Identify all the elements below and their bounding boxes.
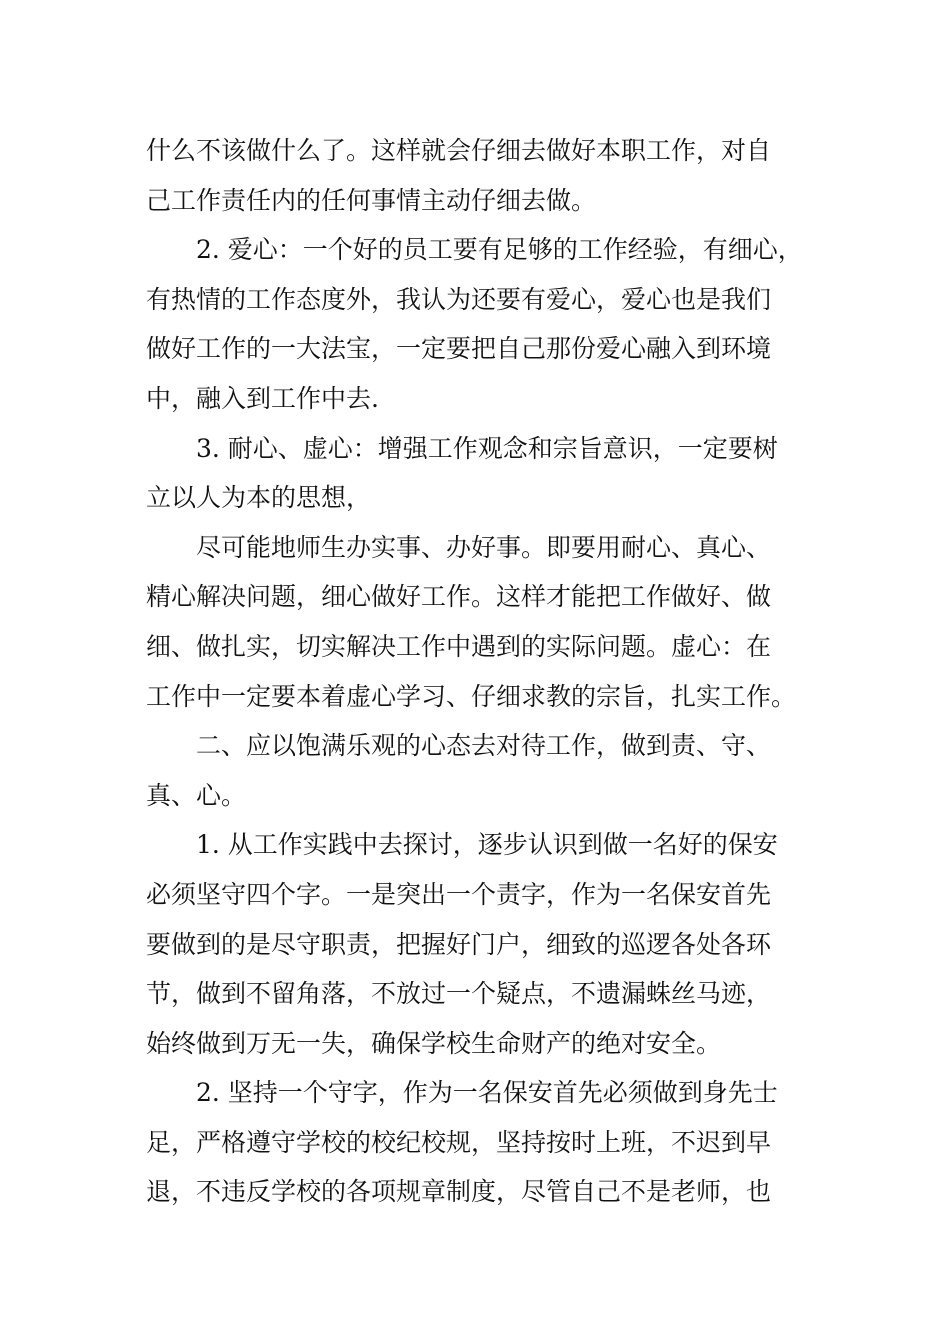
document-body: [146, 126, 826, 1217]
text-line: 3. 耐心、虚心：增强工作观念和宗旨意识，一定要树: [196, 433, 778, 463]
text-line: 2. 坚持一个守字，作为一名保安首先必须做到身先士: [196, 1078, 778, 1108]
text-line: 必须坚守四个字。一是突出一个责字，作为一名保安首先: [146, 879, 772, 909]
text-line: 什么不该做什么了。这样就会仔细去做好本职工作，对自: [146, 136, 772, 165]
text-line: 节，做到不留角落，不放过一个疑点，不遗漏蛛丝马迹，: [146, 979, 772, 1009]
text-line: 2. 爱心：一个好的员工要有足够的工作经验，有细心，: [196, 235, 803, 265]
text-line: 尽可能地师生办实事、办好事。即要用耐心、真心、: [196, 532, 772, 562]
text-line: 二、应以饱满乐观的心态去对待工作，做到责、守、: [196, 731, 772, 761]
text-line: 己工作责任内的任何事情主动仔细去做。: [146, 185, 597, 215]
text-line: 有热情的工作态度外，我认为还要有爱心，爱心也是我们: [146, 284, 772, 314]
text-line: 退，不违反学校的各项规章制度，尽管自己不是老师，也: [146, 1177, 772, 1207]
text-line: 工作中一定要本着虚心学习、仔细求教的宗旨，扎实工作。: [146, 681, 797, 711]
text-line: 做好工作的一大法宝，一定要把自己那份爱心融入到环境: [146, 334, 772, 364]
text-line: 要做到的是尽守职责，把握好门户，细致的巡逻各处各环: [146, 929, 772, 959]
text-line: 足，严格遵守学校的校纪校规，坚持按时上班，不迟到早: [146, 1127, 772, 1157]
text-line: 细、做扎实，切实解决工作中遇到的实际问题。虚心：在: [146, 631, 772, 661]
text-line: 精心解决问题，细心做好工作。这样才能把工作做好、做: [146, 582, 772, 612]
text-line: 1. 从工作实践中去探讨，逐步认识到做一名好的保安: [196, 830, 778, 860]
text-line: 中，融入到工作中去.: [146, 383, 379, 413]
text-line: 始终做到万无一失，确保学校生命财产的绝对安全。: [146, 1028, 722, 1058]
text-line: 真、心。: [146, 780, 247, 810]
text-line: 立以人为本的思想，: [146, 483, 372, 513]
